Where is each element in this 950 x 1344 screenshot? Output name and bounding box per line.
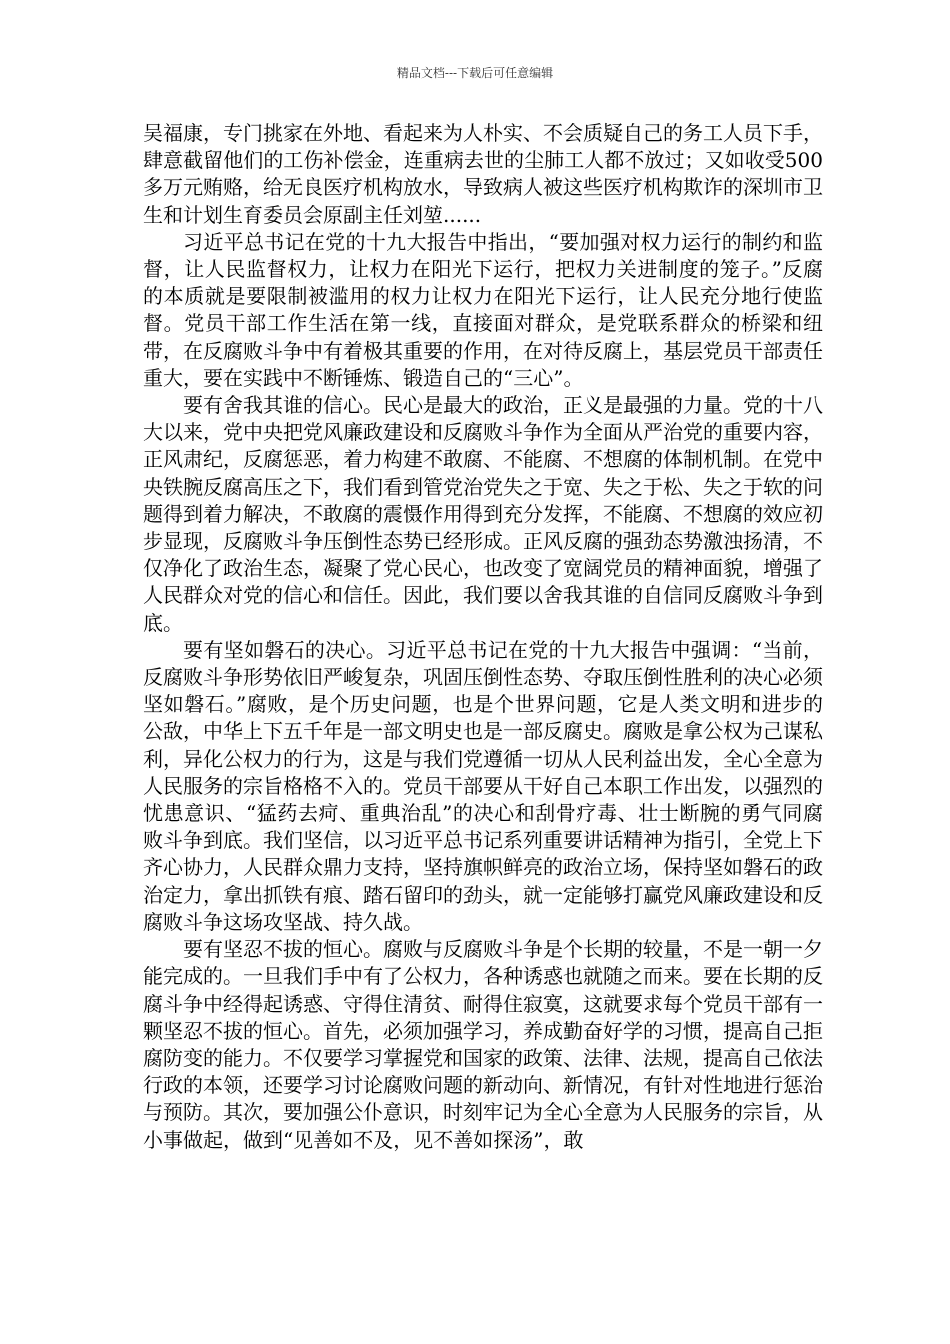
paragraph-4: 要有坚如磐石的决心。习近平总书记在党的十九大报告中强调：“当前，反腐败斗争形势依旧严峻复杂，巩固压倒性态势、夺取压倒性胜利的决心必须坚如磐石。”腐败，是个历史问题，也是个世界问题，它是人类文明和进步的公敌，中华上下五千年是一部文明史也是一部反腐史。腐败是拿公权为己谋私利，异化公权力的行为，这是与我们党遵循一切从人民利益出发，全心全意为人民服务的宗旨格格不入的。党员干部要从干好自己本职工作出发，以强烈的忧患意识、“猛药去疴、重典治乱”的决心和刮骨疗毒、壮士断腕的勇气同腐败斗争到底。我们坚信，以习近平总书记系列重要讲话精神为指引，全党上下齐心协力，人民群众鼎力支持，坚持旗帜鲜亮的政治立场，保持坚如磐石的政治定力，拿出抓铁有痕、踏石留印的劲头，就一定能够打赢党风廉政建设和反腐败斗争这场攻坚战、持久战。: [143, 637, 823, 934]
document-body: [143, 120, 823, 1154]
page-header: 精品文档---下载后可任意编辑: [396, 66, 554, 80]
paragraph-1: 吴福康，专门挑家在外地、看起来为人朴实、不会质疑自己的务工人员下手，肆意截留他们的工伤补偿金，连重病去世的尘肺工人都不放过；又如收受500多万元贿赂，给无良医疗机构放水，导致病人被这些医疗机构欺诈的深圳市卫生和计划生育委员会原副主任刘堃......: [143, 121, 823, 227]
paragraph-2: 习近平总书记在党的十九大报告中指出，“要加强对权力运行的制约和监督，让人民监督权力，让权力在阳光下运行，把权力关进制度的笼子。”反腐的本质就是要限制被滥用的权力让权力在阳光下运行，让人民充分地行使监督。党员干部工作生活在第一线，直接面对群众，是党联系群众的桥梁和纽带，在反腐败斗争中有着极其重要的作用，在对待反腐上，基层党员干部责任重大，要在实践中不断锤炼、锻造自己的“三心”。: [143, 229, 823, 390]
paragraph-3: 要有舍我其谁的信心。民心是最大的政治，正义是最强的力量。党的十八大以来，党中央把党风廉政建设和反腐败斗争作为全面从严治党的重要内容，正风肃纪，反腐惩恶，着力构建不敢腐、不能腐、不想腐的体制机制。在党中央铁腕反腐高压之下，我们看到管党治党失之于宽、失之于松、失之于软的问题得到着力解决，不敢腐的震慑作用得到充分发挥，不能腐、不想腐的效应初步显现，反腐败斗争压倒性态势已经形成。正风反腐的强劲态势激浊扬清，不仅净化了政治生态，凝聚了党心民心，也改变了宽阔党员的精神面貌，增强了人民群众对党的信心和信任。因此，我们要以舍我其谁的自信同反腐败斗争到底。: [143, 393, 823, 635]
paragraph-5: 要有坚忍不拔的恒心。腐败与反腐败斗争是个长期的较量，不是一朝一夕能完成的。一旦我们手中有了公权力，各种诱惑也就随之而来。要在长期的反腐斗争中经得起诱惑、守得住清贫、耐得住寂寞，这就要求每个党员干部有一颗坚忍不拔的恒心。首先，必须加强学习，养成勤奋好学的习惯，提高自己拒腐防变的能力。不仅要学习掌握党和国家的政策、法律、法规，提高自己依法行政的本领，还要学习讨论腐败问题的新动向、新情况，有针对性地进行惩治与预防。其次，要加强公仆意识，时刻牢记为全心全意为人民服务的宗旨，从小事做起，做到“见善如不及，见不善如探汤”，敢: [143, 937, 823, 1152]
